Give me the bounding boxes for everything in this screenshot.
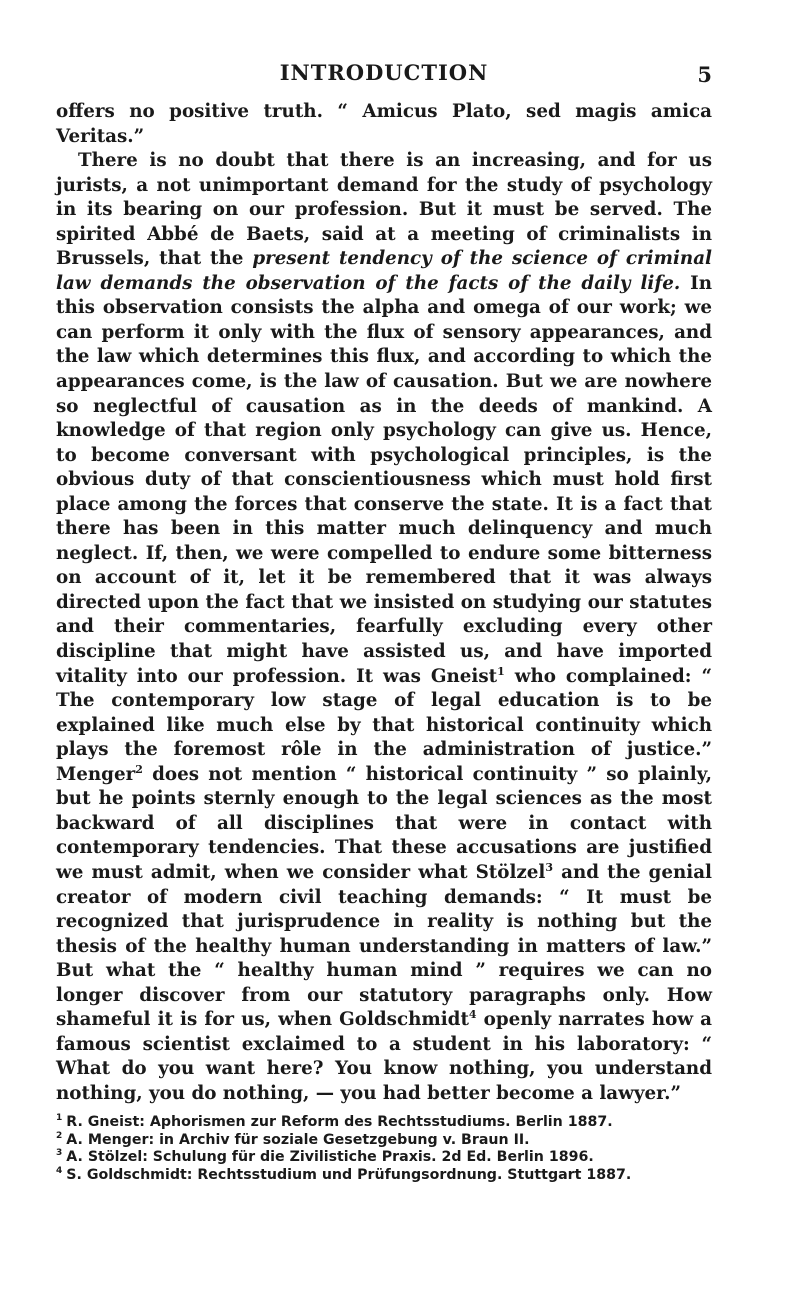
page-number: 5 xyxy=(697,62,712,87)
footnote-text: S. Goldschmidt: Rechtsstudium und Prüfungsordnung. Stuttgart 1887. xyxy=(66,1166,632,1183)
footnote xyxy=(56,1149,712,1167)
running-title: INTRODUCTION xyxy=(279,60,489,85)
footnote xyxy=(56,1114,712,1132)
footnote-number: 3 xyxy=(56,1148,63,1159)
footnote-ref-4: 4 xyxy=(468,1008,477,1022)
footnote xyxy=(56,1132,712,1150)
footnote-number: 4 xyxy=(56,1165,63,1176)
footnote-text: A. Menger: in Archiv für soziale Gesetzgebung v. Braun II. xyxy=(66,1131,530,1148)
text-run: There is no doubt that there is an increasing, and for us jurists, a not unimportant demand for the study of psychology in its bearing on our profession. But it must be served. The spirited Abbé de Baets, said at a meeting of criminalists in Brussels, that the xyxy=(56,150,712,270)
footnote-ref-3: 3 xyxy=(545,860,554,874)
footnote-text: R. Gneist: Aphorismen zur Reform des Rechtsstudiums. Berlin 1887. xyxy=(66,1114,613,1130)
footnote-number: 2 xyxy=(56,1130,63,1141)
footnote-number: 1 xyxy=(56,1113,63,1124)
footnote-ref-2: 2 xyxy=(135,762,143,776)
paragraph-1: offers no positive truth. “ Amicus Plato, sed magis amica Veritas.” xyxy=(56,101,712,147)
text-run: who complained: “ The contemporary low stage of legal education is to be explained like much else by that historical continuity which plays the foremost rôle in the administration of justice.” Menger xyxy=(56,665,712,785)
footnotes xyxy=(56,1114,712,1184)
footnote xyxy=(56,1167,712,1185)
footnote-ref-1: 1 xyxy=(497,664,505,678)
text-run: does not mention “ historical continuity ” so plainly, but he points sternly enough to the legal sciences as the most backward of all disciplines that were in contact with contemporary tendencies. That these accusations are justified we must admit, when we consider what Stölzel xyxy=(56,763,712,883)
text-run: In this observation consists the alpha and omega of our work; we can perform it only with the flux of sensory appearances, and the law which determines this flux, and according to which the appearances come, is the law of causation. But we are nowhere so neglectful of causation as in the deeds of mankind. A knowledge of that region only psychology can give us. Hence, to become conversant with psychological principles, is the obvious duty of that conscientiousness which must hold first place among the forces that conserve the state. It is a fact that there has been in this matter much delinquency and much neglect. If, then, we were compelled to endure some bitterness on account of it, let it be remembered that it was always directed upon the fact that we insisted on studying our statutes and their commentaries, fearfully excluding every other discipline that might have assisted us, and have imported vitality into our profession. It was Gneist xyxy=(56,272,712,687)
page-header xyxy=(56,60,712,90)
paragraph-2 xyxy=(56,149,712,1106)
text-run: openly narrates how a famous scientist exclaimed to a student in his laboratory: “ What do you want here? You know nothing, you understand nothing, you do nothing, — you had better become a lawyer.” xyxy=(56,1009,712,1104)
footnote-text: A. Stölzel: Schulung für die Zivilistiche Praxis. 2d Ed. Berlin 1896. xyxy=(66,1149,594,1165)
emphasis-text: present tendency of the science of criminal law demands the observation of the facts of the daily life. xyxy=(56,248,712,294)
body-text xyxy=(56,100,712,1106)
text-run: and the genial creator of modern civil teaching demands: “ It must be recognized that jurisprudence in reality is nothing but the thesis of the healthy human understanding in matters of law.” But what the “ healthy human mind ” requires we can no longer discover from our statutory paragraphs only. How shameful it is for us, when Goldschmidt xyxy=(56,861,713,1031)
